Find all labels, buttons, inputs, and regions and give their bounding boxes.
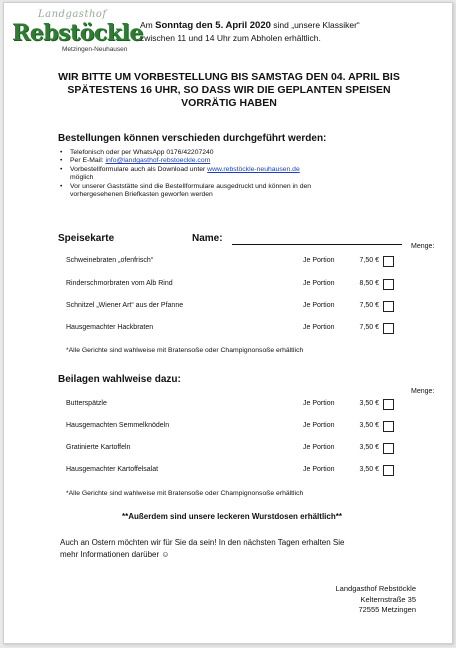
side-item-price: 3,50 € bbox=[359, 400, 379, 407]
headline-line3: VORRÄTIG HABEN bbox=[181, 97, 277, 109]
intro-date: Sonntag den 5. April 2020 bbox=[155, 20, 271, 31]
sides-heading: Beilagen wahlweise dazu: bbox=[58, 374, 181, 385]
address-name: Landgasthof Rebstöckle bbox=[335, 584, 416, 593]
menu-item-name: Schnitzel „Wiener Art“ aus der Pfanne bbox=[66, 302, 184, 309]
ordering-download-label: Vorbestellformulare auch als Download unter bbox=[70, 165, 208, 173]
quantity-checkbox[interactable] bbox=[383, 256, 394, 267]
menu-item-price: 7,50 € bbox=[359, 324, 379, 331]
quantity-checkbox[interactable] bbox=[383, 323, 394, 334]
logo-subtitle: Metzingen-Neuhausen bbox=[62, 46, 128, 53]
quantity-checkbox[interactable] bbox=[383, 465, 394, 476]
menu-item-name: Hausgemachter Hackbraten bbox=[66, 324, 154, 331]
quantity-checkbox[interactable] bbox=[383, 301, 394, 312]
sausage-cans-note: **Außerdem sind unsere leckeren Wurstdosen erhältlich** bbox=[122, 512, 342, 521]
list-item bbox=[70, 157, 410, 165]
easter-line1: Auch an Ostern möchten wir für Sie da sein! In den nächsten Tagen erhalten Sie bbox=[60, 538, 345, 547]
side-item-name: Hausgemachter Kartoffelsalat bbox=[66, 466, 159, 473]
quantity-checkbox[interactable] bbox=[383, 421, 394, 432]
menu-row bbox=[66, 323, 396, 335]
menu-row bbox=[66, 301, 396, 313]
sides-sauce-note: *Alle Gerichte sind wahlweise mit Bratensoße oder Champignonsoße erhältlich bbox=[66, 490, 304, 497]
ordering-options-list bbox=[70, 149, 410, 199]
list-item bbox=[70, 166, 410, 183]
ordering-email-label: Per E-Mail: bbox=[70, 157, 106, 165]
preorder-headline bbox=[24, 71, 434, 110]
side-item-price: 3,50 € bbox=[359, 466, 379, 473]
menu-item-portion: Je Portion bbox=[303, 280, 335, 287]
ordering-phone: Telefonisch oder per WhatsApp 0176/42207240 bbox=[70, 149, 214, 156]
logo-brand-text: Rebstöckle bbox=[12, 20, 143, 46]
headline-line1: WIR BITTE UM VORBESTELLUNG BIS SAMSTAG DEN 04. APRIL BIS bbox=[58, 71, 400, 83]
menu-row bbox=[66, 256, 396, 268]
side-item-price: 3,50 € bbox=[359, 444, 379, 451]
intro-line1-suffix: sind „unsere Klassiker“ bbox=[270, 20, 360, 30]
side-item-portion: Je Portion bbox=[303, 422, 335, 429]
side-row bbox=[66, 399, 396, 411]
website-link[interactable]: www.rebstöckle-neuhausen.de bbox=[207, 165, 300, 173]
side-row bbox=[66, 465, 396, 477]
document-page bbox=[3, 2, 453, 644]
list-item bbox=[70, 183, 410, 200]
side-item-price: 3,50 € bbox=[359, 422, 379, 429]
address-street: Kelternstraße 35 bbox=[360, 594, 416, 604]
menu-item-portion: Je Portion bbox=[303, 302, 335, 309]
logo-script-text: Landgasthof bbox=[38, 9, 107, 20]
side-item-name: Hausgemachten Semmelknödeln bbox=[66, 422, 170, 429]
quantity-checkbox[interactable] bbox=[383, 443, 394, 454]
quantity-checkbox[interactable] bbox=[383, 399, 394, 410]
menu-item-price: 7,50 € bbox=[359, 302, 379, 309]
ordering-mailbox-line1: Vor unserer Gaststätte sind die Bestellformulare ausgedruckt und können in den bbox=[70, 182, 312, 190]
name-label: Name: bbox=[192, 233, 223, 244]
address-city: 72555 Metzingen bbox=[358, 605, 416, 614]
easter-line2: mehr Informationen darüber ☺ bbox=[60, 550, 170, 559]
easter-text bbox=[60, 537, 420, 561]
menu-item-name: Rinderschmorbraten vom Alb Rind bbox=[66, 280, 173, 287]
intro-prefix: Am bbox=[140, 20, 156, 30]
ordering-mailbox-line2: vorhergesehenen Briefkasten geworfen werden bbox=[70, 191, 213, 199]
sides-quantity-label: Menge: bbox=[411, 388, 435, 395]
quantity-checkbox[interactable] bbox=[383, 279, 394, 290]
side-item-portion: Je Portion bbox=[303, 400, 335, 407]
name-field[interactable] bbox=[232, 244, 402, 245]
headline-line2: SPÄTESTENS 16 UHR, SO DASS WIR DIE GEPLANTEN SPEISEN bbox=[67, 84, 391, 96]
side-item-name: Butterspätzle bbox=[66, 400, 107, 407]
side-item-portion: Je Portion bbox=[303, 466, 335, 473]
menu-item-name: Schweinebraten „ofenfrisch“ bbox=[66, 257, 154, 264]
side-item-name: Gratinierte Kartoffeln bbox=[66, 444, 131, 451]
menu-item-price: 8,50 € bbox=[359, 280, 379, 287]
menu-item-portion: Je Portion bbox=[303, 324, 335, 331]
side-row bbox=[66, 443, 396, 455]
address-block bbox=[304, 584, 416, 616]
intro-text bbox=[140, 19, 440, 44]
ordering-download-suffix: möglich bbox=[70, 174, 94, 182]
menu-item-price: 7,50 € bbox=[359, 257, 379, 264]
ordering-heading: Bestellungen können verschieden durchgeführt werden: bbox=[58, 133, 327, 144]
menu-row bbox=[66, 279, 396, 291]
restaurant-logo bbox=[10, 9, 143, 55]
intro-line2: zwischen 11 und 14 Uhr zum Abholen erhältlich. bbox=[140, 33, 321, 43]
menu-quantity-label: Menge: bbox=[411, 243, 435, 250]
menu-sauce-note: *Alle Gerichte sind wahlweise mit Bratensoße oder Champignonsoße erhältlich bbox=[66, 347, 304, 354]
menu-heading: Speisekarte bbox=[58, 233, 115, 244]
email-link[interactable]: info@landgasthof-rebstoeckle.com bbox=[105, 157, 211, 165]
side-item-portion: Je Portion bbox=[303, 444, 335, 451]
menu-item-portion: Je Portion bbox=[303, 257, 335, 264]
list-item bbox=[70, 149, 410, 157]
side-row bbox=[66, 421, 396, 433]
